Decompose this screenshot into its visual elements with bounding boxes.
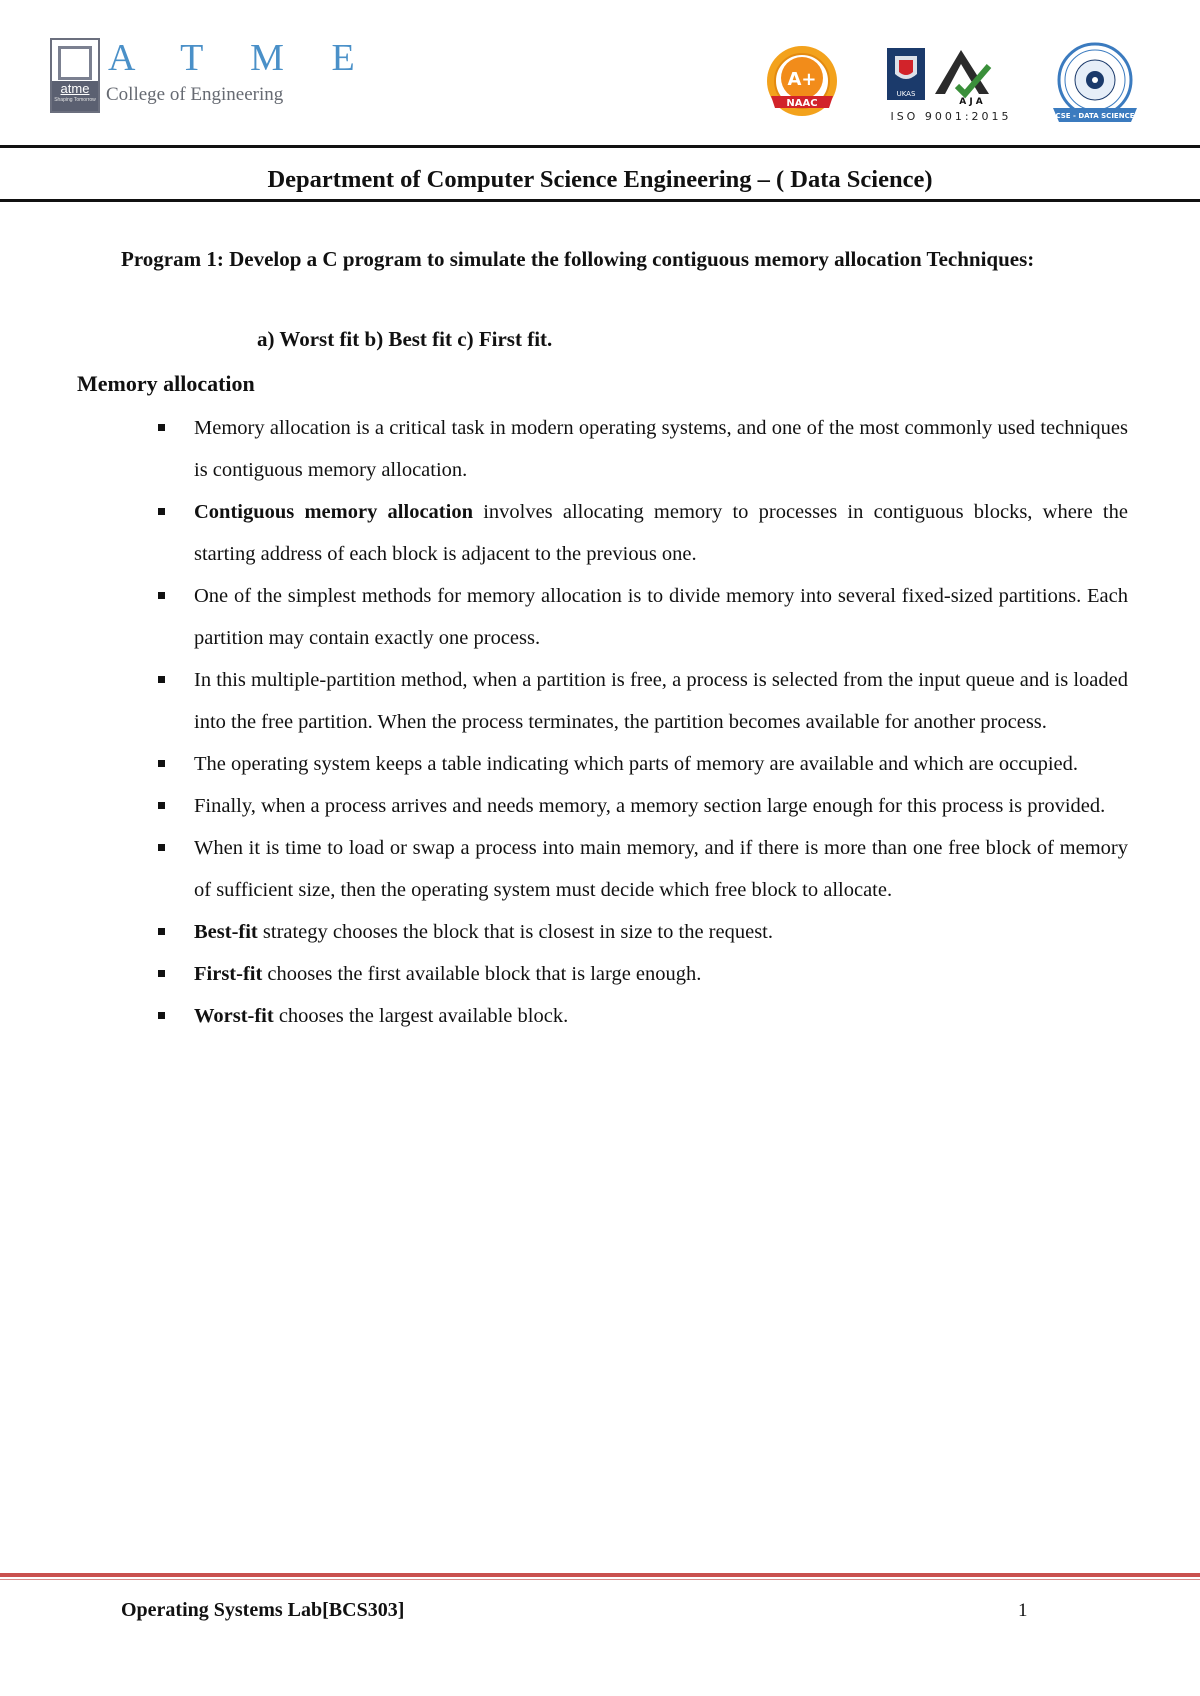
atme-logo-subtext: Shaping Tomorrow bbox=[54, 97, 96, 103]
bullet-bold-term: Worst-fit bbox=[194, 1005, 274, 1027]
list-item bbox=[158, 911, 1128, 953]
atme-logo-word: atme bbox=[60, 81, 90, 96]
atme-logo-letters: A T M E bbox=[108, 37, 374, 79]
naac-label: NAAC bbox=[786, 98, 818, 109]
bullet-bold-term: Best-fit bbox=[194, 921, 258, 943]
header-rule-top bbox=[0, 145, 1200, 148]
techniques-list: a) Worst fit b) Best fit c) First fit. bbox=[257, 327, 553, 351]
bullet-text: One of the simplest methods for memory allocation is to divide memory into several fixed-sized partitions. Each partition may contain exactly one process. bbox=[194, 585, 1128, 649]
bullet-text: strategy chooses the block that is closest in size to the request. bbox=[257, 921, 773, 943]
bullet-square-icon bbox=[158, 802, 165, 809]
bullet-square-icon bbox=[158, 1012, 165, 1019]
footer-rule-thin bbox=[0, 1579, 1200, 1580]
section-heading: Memory allocation bbox=[77, 371, 255, 396]
ukas-label: UKAS bbox=[896, 90, 916, 98]
bullet-square-icon bbox=[158, 508, 165, 515]
bullet-text: The operating system keeps a table indicating which parts of memory are available and which are occupied. bbox=[194, 753, 1079, 775]
aja-brand: A J A bbox=[959, 97, 983, 107]
bullet-bold-term: Contiguous memory allocation bbox=[194, 501, 473, 523]
bullet-bold-term: First-fit bbox=[194, 963, 263, 985]
bullet-text: chooses the first available block that is large enough. bbox=[262, 963, 702, 985]
list-item bbox=[158, 743, 1128, 785]
atme-logo-band bbox=[52, 81, 98, 111]
bullet-text: involves allocating memory to processes in contiguous blocks, where the starting address of each block is adjacent to the previous one. bbox=[194, 501, 1128, 565]
naac-grade: A+ bbox=[787, 69, 817, 90]
department-seal-icon bbox=[1043, 40, 1147, 130]
seal-ribbon: CSE - DATA SCIENCE bbox=[1055, 112, 1135, 120]
bullet-square-icon bbox=[158, 592, 165, 599]
footer-rule bbox=[0, 1573, 1200, 1577]
iso-certification-icon bbox=[885, 44, 1015, 126]
atme-logo-mark bbox=[50, 38, 100, 113]
atme-college-name: College of Engineering bbox=[106, 84, 284, 105]
footer-course-title: Operating Systems Lab[BCS303] bbox=[121, 1599, 405, 1621]
header-rule-bottom bbox=[0, 199, 1200, 202]
memory-allocation-bullets bbox=[158, 407, 1128, 1037]
list-item bbox=[158, 995, 1128, 1037]
bullet-square-icon bbox=[158, 760, 165, 767]
bullet-text: Finally, when a process arrives and needs memory, a memory section large enough for this process is provided. bbox=[194, 795, 1106, 817]
bullet-text: In this multiple-partition method, when a partition is free, a process is selected from the input queue and is loaded into the free partition. When the process terminates, the partition becomes available for another process. bbox=[194, 669, 1128, 733]
bullet-square-icon bbox=[158, 424, 165, 431]
list-item bbox=[158, 953, 1128, 995]
list-item bbox=[158, 785, 1128, 827]
atme-logo-square bbox=[58, 46, 92, 80]
program-title: Program 1: Develop a C program to simulate the following contiguous memory allocation Techniques: bbox=[121, 247, 1035, 271]
list-item bbox=[158, 575, 1128, 659]
naac-badge-icon bbox=[763, 44, 841, 122]
bullet-square-icon bbox=[158, 928, 165, 935]
iso-standard: ISO 9001:2015 bbox=[890, 110, 1012, 123]
list-item bbox=[158, 827, 1128, 911]
list-item bbox=[158, 659, 1128, 743]
bullet-square-icon bbox=[158, 676, 165, 683]
page-number: 1 bbox=[1018, 1600, 1028, 1621]
bullet-text: chooses the largest available block. bbox=[273, 1005, 569, 1027]
bullet-square-icon bbox=[158, 970, 165, 977]
bullet-text: When it is time to load or swap a process into main memory, and if there is more than one free block of memory of sufficient size, then the operating system must decide which free block to allocate. bbox=[194, 837, 1128, 901]
list-item bbox=[158, 407, 1128, 491]
list-item bbox=[158, 491, 1128, 575]
bullet-square-icon bbox=[158, 844, 165, 851]
department-title: Department of Computer Science Engineering – ( Data Science) bbox=[267, 166, 933, 193]
bullet-text: Memory allocation is a critical task in modern operating systems, and one of the most commonly used techniques is contiguous memory allocation. bbox=[194, 417, 1128, 481]
